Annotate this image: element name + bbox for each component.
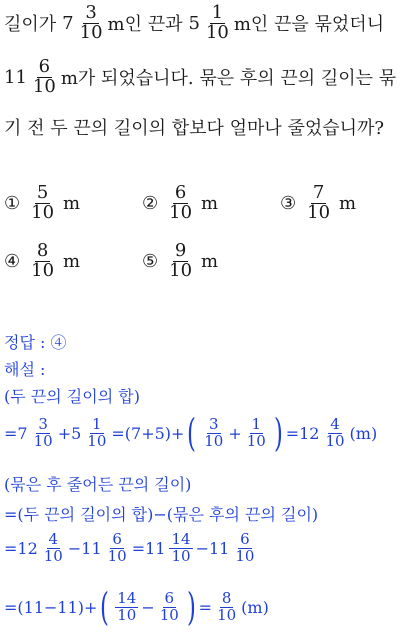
fraction: $\frac{3}{10}$	[79, 2, 103, 43]
question-text: 길이가	[4, 14, 57, 36]
solution-equation-2: = 12 $\frac{4}{10}$ − 11 $\frac{6}{10}$ = 11 $\frac{14}{10}$ − 11 $\frac{6}{10}$	[4, 530, 255, 565]
fraction: $\frac{1}{10}$	[205, 2, 229, 43]
mixed-whole: 11	[4, 66, 27, 88]
question-line-2	[4, 58, 396, 97]
options-row-1	[4, 184, 384, 223]
solution-heading-2: (묶은 후 줄어든 끈의 길이)	[4, 475, 192, 494]
solution-equation-1: = 7 $\frac{3}{10}$ + 5 $\frac{1}{10}$ =(7+5)+ ( $\frac{3}{10}$ + $\frac{1}{10}$ ) = 12 $\frac{4}{10}$ (m)	[4, 411, 378, 455]
question-line-3	[4, 114, 384, 140]
question-text: m가 되었습니다. 묶은 후의 끈의 길이는 묶	[60, 68, 397, 90]
fraction: $\frac{6}{10}$	[32, 56, 56, 97]
question-text: 기 전 두 끈의 길이의 합보다 얼마나 줄었습니까?	[4, 118, 385, 139]
option-5[interactable]: ⑤ $\frac{9}{10}$ m	[142, 240, 219, 281]
solution-heading-1: (두 끈의 길이의 합)	[4, 387, 140, 406]
question-text: m인 끈과	[107, 14, 183, 36]
question-text: m인 끈을 묶었더니	[233, 14, 385, 36]
mixed-whole: 7	[62, 12, 74, 34]
answer-line: 정답 : ④	[4, 333, 67, 352]
explanation-title: 해설 :	[4, 360, 46, 379]
option-2[interactable]: ② $\frac{6}{10}$ m	[142, 182, 219, 223]
solution-heading-3: =(두 끈의 길이의 합)−(묶은 후의 끈의 길이)	[4, 505, 319, 524]
question-line-1	[4, 4, 384, 43]
options-row-2	[4, 242, 246, 281]
solution-equation-3: =(11−11)+ ( $\frac{14}{10}$ − $\frac{6}{10}$ ) = $\frac{8}{10}$ (m)	[4, 585, 269, 629]
option-3[interactable]: ③ $\frac{7}{10}$ m	[280, 182, 357, 223]
option-4[interactable]: ④ $\frac{8}{10}$ m	[4, 240, 81, 281]
mixed-whole: 5	[188, 12, 200, 34]
option-1[interactable]: ① $\frac{5}{10}$ m	[4, 182, 81, 223]
